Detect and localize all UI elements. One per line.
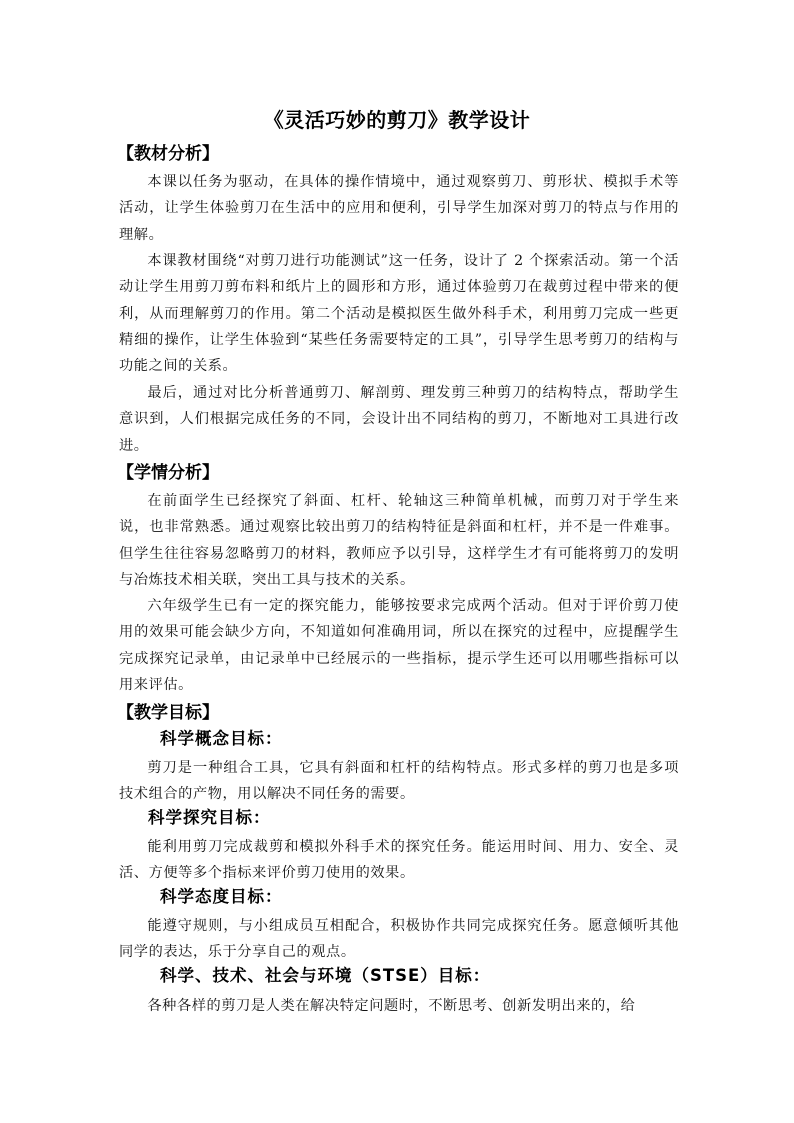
paragraph: 在前面学生已经探究了斜面、杠杆、轮轴这三种简单机械，而剪刀对于学生来说，也非常熟悉。通过观察比较出剪刀的结构特征是斜面和杠杆，并不是一件难事。但学生往往容易忽略剪刀的材料，教师应予以引导，这样学生才有可能将剪刀的发明与冶炼技术相关联，突出工具与技术的关系。 <box>119 493 679 588</box>
paragraph: 六年级学生已有一定的探究能力，能够按要求完成两个活动。但对于评价剪刀使用的效果可能会缺少方向，不知道如何准确用词，所以在探究的过程中，应提醒学生完成探究记录单，由记录单中已经展示的一些指标，提示学生还可以用哪些指标可以用来评估。 <box>119 598 679 693</box>
paragraph: 本课教材围绕“对剪刀进行功能测试”这一任务，设计了 2 个探索活动。第一个活动让学生用剪刀剪布料和纸片上的圆形和方形，通过体验剪刀在裁剪过程中带来的便利，从而理解剪刀的作用。第二个活动是模拟医生做外科手术，利用剪刀完成一些更精细的操作，让学生体验到“某些任务需要特定的工具”，引导学生思考剪刀的结构与功能之间的关系。 <box>119 253 679 375</box>
section-heading-student-analysis: 【学情分析】 <box>117 463 219 483</box>
goal-label-stse: 科学、技术、社会与环境（STSE）目标： <box>160 966 491 985</box>
document-title: 《灵活巧妙的剪刀》教学设计 <box>263 108 531 132</box>
goal-text-inquiry: 能利用剪刀完成裁剪和模拟外科手术的探究任务。能运用时间、用力、安全、灵活、方便等多个指标来评价剪刀使用的效果。 <box>119 839 679 882</box>
goal-text-concept: 剪刀是一种组合工具，它具有斜面和杠杆的结构特点。形式多样的剪刀也是多项技术组合的产物，用以解决不同任务的需要。 <box>119 760 679 803</box>
goal-text-stse: 各种各样的剪刀是人类在解决特定问题时，不断思考、创新发明出来的，给 <box>147 998 636 1014</box>
paragraph: 本课以任务为驱动，在具体的操作情境中，通过观察剪刀、剪形状、模拟手术等活动，让学生体验剪刀在生活中的应用和便利，引导学生加深对剪刀的特点与作用的理解。 <box>119 174 679 243</box>
goal-label-attitude: 科学态度目标： <box>160 887 283 906</box>
goal-label-inquiry: 科学探究目标： <box>148 808 271 827</box>
paragraph: 最后，通过对比分析普通剪刀、解剖剪、理发剪三种剪刀的结构特点，帮助学生意识到，人们根据完成任务的不同，会设计出不同结构的剪刀，不断地对工具进行改进。 <box>119 385 679 454</box>
goal-label-concept: 科学概念目标： <box>160 729 283 748</box>
goal-text-attitude: 能遵守规则，与小组成员互相配合，积极协作共同完成探究任务。愿意倾听其他同学的表达，乐于分享自己的观点。 <box>119 918 679 961</box>
section-heading-teaching-goals: 【教学目标】 <box>117 703 219 723</box>
section-heading-textbook-analysis: 【教材分析】 <box>117 144 219 164</box>
